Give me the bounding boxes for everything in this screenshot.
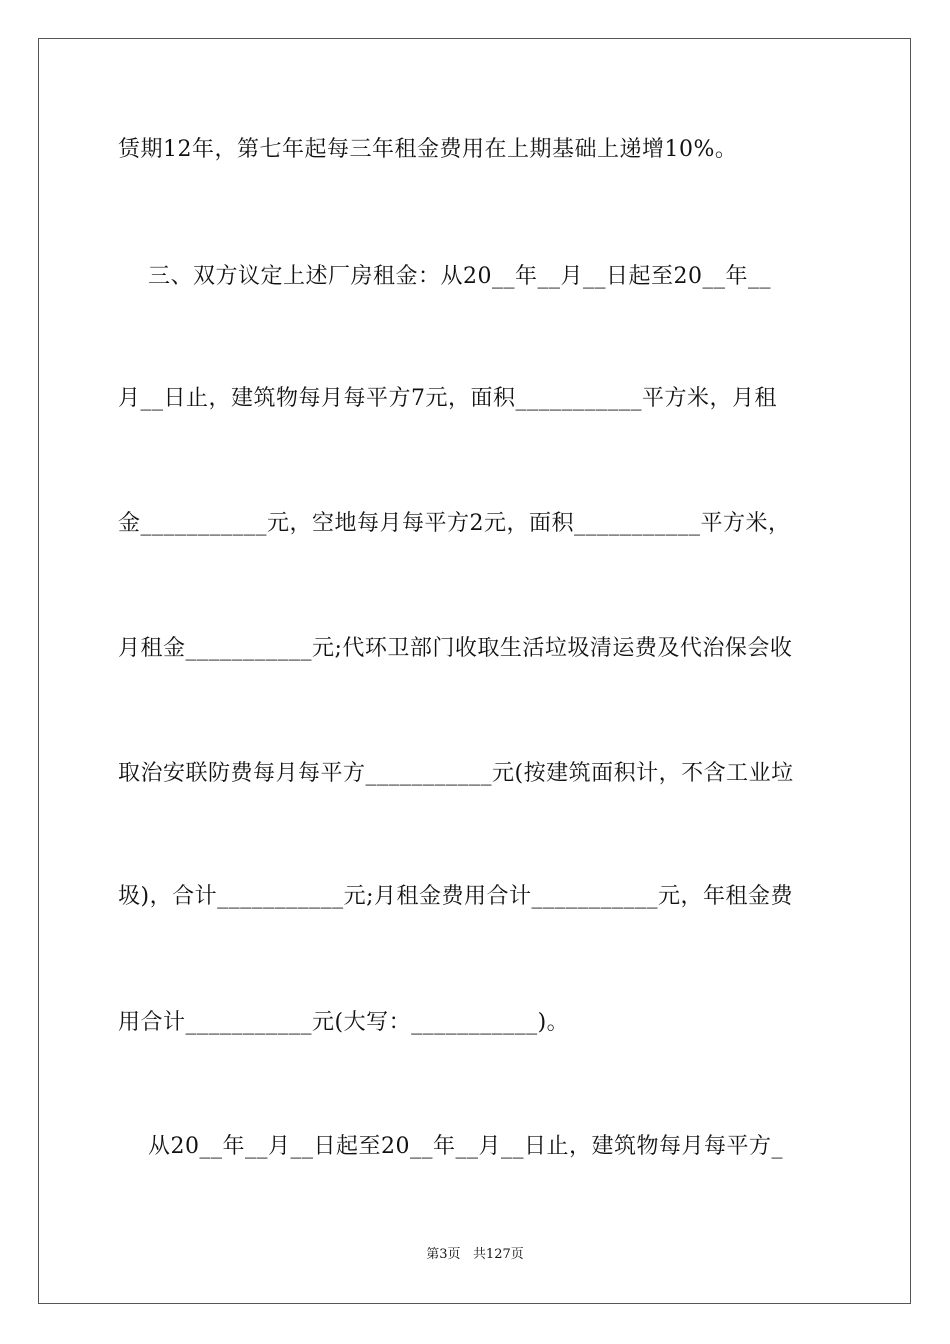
page-border [38,38,911,1304]
text-line-2: 三、双方议定上述厂房租金：从20__年__月__日起至20__年__ [118,264,771,289]
text-line-9: 从20__年__月__日起至20__年__月__日止，建筑物每月每平方_ [118,1134,783,1159]
text-line-3: 月__日止，建筑物每月每平方7元，面积___________平方米，月租 [118,386,777,411]
text-line-6: 取治安联防费每月每平方___________元(按建筑面积计，不含工业垃 [118,761,794,786]
text-line-1: 赁期12年，第七年起每三年租金费用在上期基础上递增10%。 [118,137,738,162]
text-line-8: 用合计___________元(大写：___________)。 [118,1010,570,1035]
text-line-4: 金___________元，空地每月每平方2元，面积___________平方米， [118,511,791,536]
text-line-7: 圾)，合计___________元;月租金费用合计___________元，年租金费 [118,884,793,909]
page-number-footer: 第3页 共127页 [426,1247,524,1262]
text-line-5: 月租金___________元;代环卫部门收取生活垃圾清运费及代治保会收 [118,636,793,661]
